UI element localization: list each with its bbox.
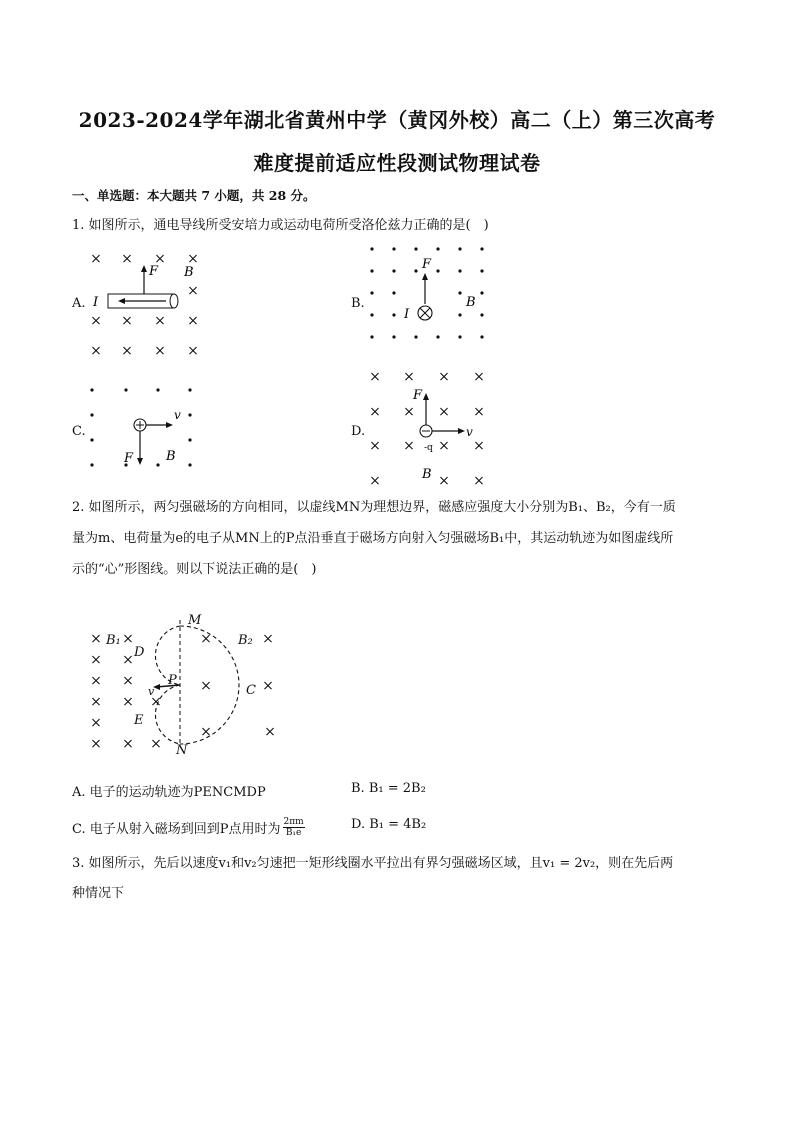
dot-mark	[480, 247, 483, 250]
dot-mark	[436, 335, 439, 338]
q1-stem: 1. 如图所示，通电导线所受安培力或运动电荷所受洛伦兹力正确的是( )	[72, 218, 489, 233]
dot-mark	[436, 247, 439, 250]
force-arrow-head	[422, 273, 428, 280]
dot-mark	[90, 388, 93, 391]
dot-mark	[436, 269, 439, 272]
cross-mark: ×	[90, 251, 102, 267]
q2-option-c-fraction	[283, 817, 305, 838]
label-v: v	[174, 408, 181, 422]
dot-mark	[480, 313, 483, 316]
label-B: B	[184, 265, 194, 280]
cross-mark: ×	[473, 438, 485, 454]
q2-stem-line2: 量为m、电荷量为e的电子从MN上的P点沿垂直于磁场方向射入匀强磁场B₁中，其运动轨迹为如图虚线所	[72, 531, 674, 546]
cross-mark: ×	[262, 631, 274, 647]
dot-mark	[90, 413, 93, 416]
q1-option-a-label: A.	[72, 296, 86, 311]
cross-mark: ×	[150, 736, 162, 752]
label-I: I	[404, 307, 410, 322]
dot-mark	[414, 335, 417, 338]
cross-mark: ×	[403, 404, 415, 420]
section-heading: 一、单选题：本大题共 7 小题，共 28 分。	[72, 188, 316, 203]
label-B: B	[422, 467, 432, 482]
cross-mark: ×	[122, 736, 134, 752]
dot-mark	[370, 247, 373, 250]
cross-mark: ×	[403, 369, 415, 385]
dot-mark	[188, 413, 191, 416]
label-M: M	[188, 613, 202, 628]
dot-mark	[392, 313, 395, 316]
cross-mark: ×	[438, 473, 450, 488]
cross-mark: ×	[90, 673, 102, 689]
label-B1: B₁	[106, 633, 121, 648]
dot-mark	[392, 247, 395, 250]
dot-mark	[458, 269, 461, 272]
dot-mark	[370, 291, 373, 294]
q1-option-d-label: D.	[351, 424, 366, 439]
q1-option-b-label: B.	[351, 296, 365, 311]
q2-stem-line3: 示的“心”形图线。则以下说法正确的是( )	[72, 562, 317, 577]
dot-mark	[480, 291, 483, 294]
q1-option-c-label: C.	[72, 424, 86, 439]
label-B2: B₂	[238, 633, 253, 648]
q1-figure-b	[364, 242, 494, 348]
cross-mark: ×	[187, 313, 199, 329]
q1-figure-a	[82, 248, 212, 360]
q1-figure-d	[364, 362, 494, 488]
dot-mark	[414, 269, 417, 272]
fraction-numerator: 2πm	[283, 817, 304, 827]
cross-mark: ×	[187, 283, 199, 299]
dot-mark	[124, 388, 127, 391]
cross-mark: ×	[122, 652, 134, 668]
dot-mark	[414, 247, 417, 250]
label-I: I	[93, 295, 99, 310]
cross-mark: ×	[473, 473, 485, 488]
dot-mark	[90, 438, 93, 441]
paper-title-line1: 2023-2024学年湖北省黄州中学（黄冈外校）高二（上）第三次高考	[78, 108, 716, 132]
cross-mark: ×	[187, 251, 199, 267]
label-N: N	[176, 743, 188, 758]
q3-stem-line2: 种情况下	[72, 886, 125, 901]
cross-mark: ×	[154, 251, 166, 267]
force-arrow-head	[141, 265, 147, 272]
cross-mark: ×	[438, 369, 450, 385]
cross-mark: ×	[90, 313, 102, 329]
cross-mark: ×	[264, 724, 276, 740]
cross-mark: ×	[369, 473, 381, 488]
cross-mark: ×	[122, 631, 134, 647]
q2-stem-line1: 2. 如图所示，两匀强磁场的方向相同，以虚线MN为理想边界，磁感应强度大小分别为B₁、B₂，今有一质	[72, 500, 676, 515]
cross-mark: ×	[90, 652, 102, 668]
cross-mark: ×	[200, 678, 212, 694]
cross-mark: ×	[154, 343, 166, 359]
dot-mark	[392, 269, 395, 272]
fraction-denominator: B₁e	[285, 828, 302, 838]
q2-figure	[86, 608, 286, 758]
dot-mark	[458, 291, 461, 294]
label-F: F	[149, 264, 159, 279]
cross-mark: ×	[473, 369, 485, 385]
label-F: F	[413, 388, 423, 403]
cross-mark: ×	[473, 404, 485, 420]
cross-mark: ×	[187, 343, 199, 359]
dot-mark	[370, 313, 373, 316]
label-E: E	[134, 713, 144, 728]
label-F: F	[124, 451, 134, 466]
dot-mark	[188, 388, 191, 391]
label-B: B	[466, 295, 476, 310]
dot-mark	[458, 313, 461, 316]
cross-mark: ×	[90, 736, 102, 752]
dot-mark	[480, 269, 483, 272]
cross-mark: ×	[90, 715, 102, 731]
label-B: B	[166, 449, 176, 464]
dot-mark	[90, 463, 93, 466]
dot-mark	[188, 438, 191, 441]
dot-mark	[392, 335, 395, 338]
label-P: P	[168, 673, 177, 688]
dot-mark	[480, 335, 483, 338]
cross-mark: ×	[369, 438, 381, 454]
wire-end	[170, 294, 178, 308]
cross-mark: ×	[90, 343, 102, 359]
cross-mark: ×	[122, 673, 134, 689]
q1-figure-c	[84, 382, 214, 474]
dot-mark	[392, 291, 395, 294]
cross-mark: ×	[154, 313, 166, 329]
q2-option-b: B. B₁ = 2B₂	[351, 781, 426, 796]
cross-mark: ×	[200, 724, 212, 740]
q2-option-c	[72, 817, 305, 838]
cross-mark: ×	[262, 678, 274, 694]
cross-mark: ×	[121, 343, 133, 359]
dot-mark	[156, 388, 159, 391]
dot-mark	[188, 463, 191, 466]
cross-mark: ×	[90, 631, 102, 647]
label-D: D	[134, 645, 145, 660]
dot-mark	[156, 463, 159, 466]
q2-option-c-text: C. 电子从射入磁场到回到P点用时为	[72, 822, 281, 837]
cross-mark: ×	[150, 694, 162, 710]
cross-mark: ×	[90, 694, 102, 710]
cross-mark: ×	[438, 404, 450, 420]
label-F: F	[422, 257, 432, 272]
q2-option-d: D. B₁ = 4B₂	[351, 817, 427, 832]
label-C: C	[246, 683, 256, 698]
dot-mark	[370, 269, 373, 272]
cross-mark: ×	[121, 251, 133, 267]
cross-mark: ×	[122, 694, 134, 710]
cross-mark: ×	[121, 313, 133, 329]
label-q: -q	[424, 443, 433, 453]
cross-mark: ×	[438, 438, 450, 454]
dot-mark	[458, 335, 461, 338]
q3-stem-line1: 3. 如图所示，先后以速度v₁和v₂匀速把一矩形线圈水平拉出有界匀强磁场区域，且v₁ = 2v₂，则在先后两	[72, 856, 674, 871]
cross-mark: ×	[403, 438, 415, 454]
dot-mark	[370, 335, 373, 338]
label-v: v	[148, 685, 155, 698]
paper-title-line2: 难度提前适应性段测试物理试卷	[253, 151, 541, 175]
cross-mark: ×	[369, 404, 381, 420]
q2-option-a: A. 电子的运动轨迹为PENCMDP	[72, 785, 266, 800]
dot-mark	[458, 247, 461, 250]
cross-mark: ×	[369, 369, 381, 385]
label-v: v	[466, 425, 473, 439]
cross-mark: ×	[200, 631, 212, 647]
